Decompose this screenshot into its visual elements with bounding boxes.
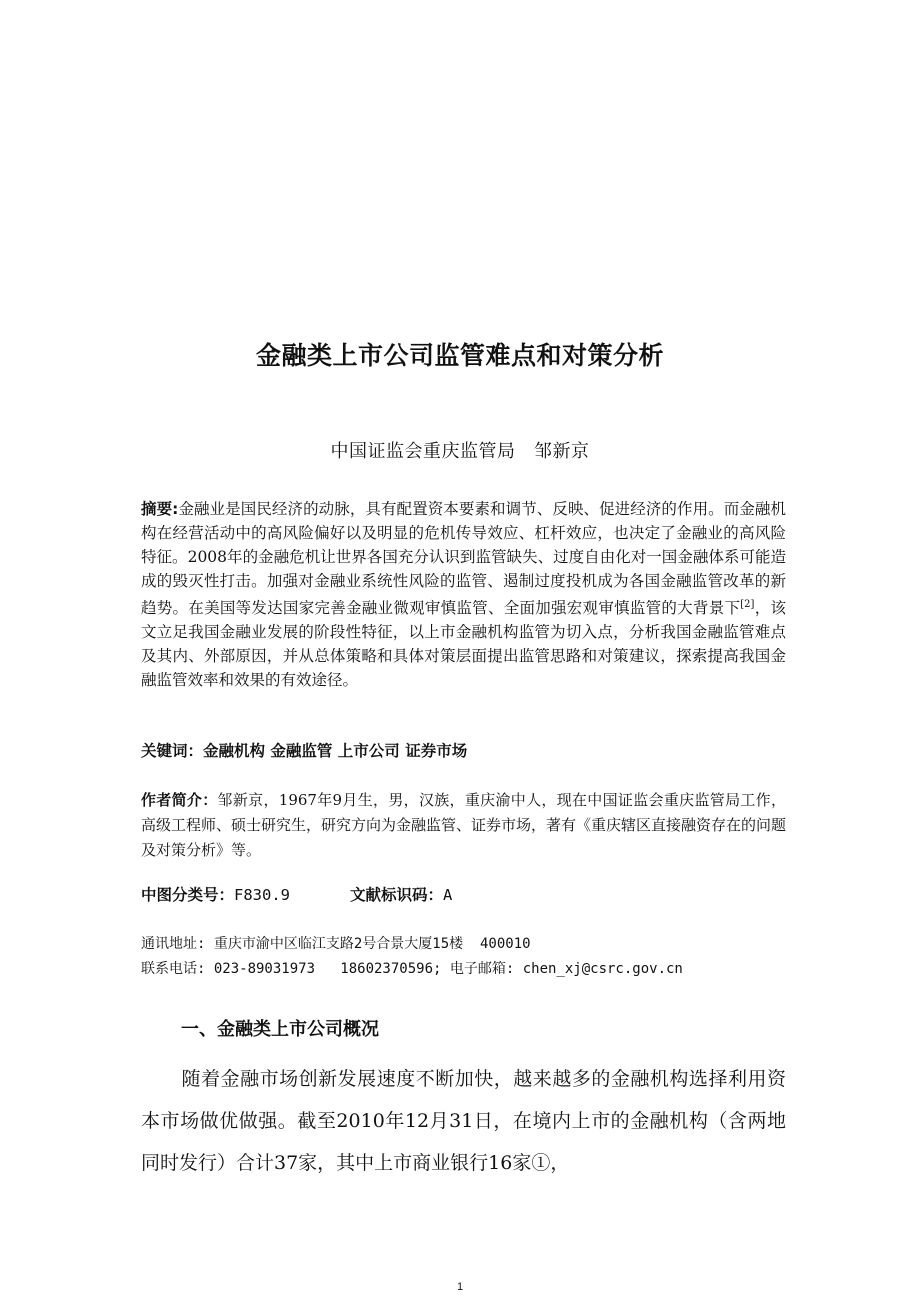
abstract-text-continued: ，该文立足我国金融业发展的阶段性特征，以上市金融机构监管为切入点，分析我国金融监管难点及其内、外部原因，并从总体策略和具体对策层面提出监管思路和对策建议，探索提高我国金融监管效率和效果的有效途径。 [141,599,786,690]
phone-email-line: 联系电话: 023-89031973 18602370596; 电子邮箱: chen_xj@csrc.gov.cn [141,961,683,977]
abstract-label: 摘要: [141,500,179,518]
author-bio [141,788,786,863]
section-heading: 一、金融类上市公司概况 [181,1019,379,1040]
body-text: 随着金融市场创新发展速度不断加快，越来越多的金融机构选择利用资本市场做优做强。截至2010年12月31日，在境内上市的金融机构（含两地同时发行）合计37家，其中上市商业银行16家 [141,1068,786,1174]
classification-line [141,883,786,905]
author-affiliation: 中国证监会重庆监管局 邹新京 [330,441,590,462]
bio-text: 邹新京，1967年9月生，男，汉族，重庆渝中人，现在中国证监会重庆监管局工作，高级工程师、硕士研究生，研究方向为金融监管、证券市场，著有《重庆辖区直接融资存在的问题及对策分析》等。 [141,791,787,859]
clc-label: 中图分类号： [141,886,235,904]
keywords-line: 关键词：金融机构 金融监管 上市公司 证券市场 [141,742,468,760]
address-line: 通讯地址: 重庆市渝中区临江支路2号合景大厦15楼 400010 [141,936,531,952]
abstract-paragraph [141,497,786,692]
abstract-text: 金融业是国民经济的动脉，具有配置资本要素和调节、反映、促进经济的作用。而金融机构在经营活动中的高风险偏好以及明显的危机传导效应、杠杆效应，也决定了金融业的高风险特征。2008年的金融危机让世界各国充分认识到监管缺失、过度自由化对一国金融体系可能造成的毁灭性打击。加强对金融业系统性风险的监管、遏制过度投机成为各国金融监管改革的新趋势。在美国等发达国家完善金融业微观审慎监管、全面加强宏观审慎监管的大背景下 [141,500,786,618]
page-number: 1 [456,1281,464,1293]
body-paragraph [141,1058,786,1184]
bio-label: 作者简介： [141,791,218,809]
reference-mark: [2] [740,599,755,610]
document-title: 金融类上市公司监管难点和对策分析 [255,341,664,370]
body-trailing: ， [550,1152,570,1174]
doc-code-value: A [443,886,453,904]
footnote-mark: ① [531,1152,551,1174]
contact-block [141,932,801,982]
doc-code-label: 文献标识码： [350,886,444,904]
clc-value: F830.9 [234,886,291,904]
